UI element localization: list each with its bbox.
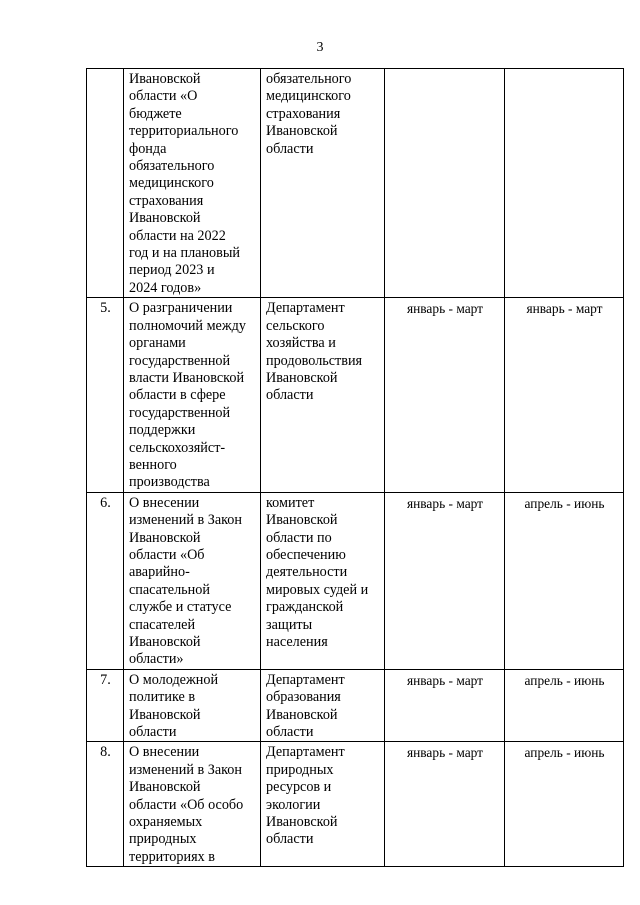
responsible-body <box>261 669 385 742</box>
row-number: 8. <box>87 742 124 867</box>
row-number: 7. <box>87 669 124 742</box>
responsible-body <box>261 69 385 298</box>
responsible-line: области <box>266 831 314 848</box>
period-text: январь - март <box>406 745 484 761</box>
law-title-line: государственной <box>129 352 231 369</box>
law-title-line: О внесении <box>129 744 200 761</box>
law-title-line: области на 2022 <box>129 227 226 244</box>
responsible-line: обеспечению <box>266 546 346 563</box>
responsible-line: Ивановской <box>266 123 338 140</box>
responsible-line: населения <box>266 634 328 650</box>
row-number: 5. <box>87 298 124 492</box>
law-title-line: Ивановской <box>129 210 201 227</box>
law-title-line: медицинского <box>129 175 214 192</box>
period-text: январь - март <box>406 495 484 511</box>
responsible-line: ресурсов и <box>266 779 332 796</box>
law-title-line: период 2023 и <box>129 262 215 279</box>
law-title-line: области в сфере <box>129 387 226 404</box>
law-title-line: области «Об особо <box>129 796 244 813</box>
law-title-line: Ивановской <box>129 71 201 87</box>
law-title-line: бюджете <box>129 105 182 122</box>
period-text: январь - март <box>526 301 603 317</box>
responsible-line: области <box>266 724 314 741</box>
responsible-line: сельского <box>266 317 325 334</box>
development-period <box>385 669 505 742</box>
law-title-line: области «О <box>129 88 198 105</box>
row-number: 6. <box>87 492 124 669</box>
law-title-line: аварийно- <box>129 564 190 581</box>
law-title-line: О молодежной <box>129 671 219 688</box>
responsible-body <box>261 742 385 867</box>
law-title-line: О внесении <box>129 494 200 511</box>
responsible-line: обязательного <box>266 71 352 87</box>
responsible-line: защиты <box>266 616 313 633</box>
law-title-line: власти Ивановской <box>129 369 245 386</box>
responsible-line: мировых судей и <box>266 581 369 598</box>
law-title-line: области <box>129 724 177 741</box>
responsible-body <box>261 298 385 492</box>
law-title-line: поддержки <box>129 422 196 439</box>
law-title-line: спасательной <box>129 581 210 598</box>
table-row <box>87 742 624 867</box>
responsible-line: области <box>266 387 314 404</box>
law-title <box>124 492 261 669</box>
law-title-line: охраняемых <box>129 814 203 831</box>
law-title-line: территориях в <box>129 848 215 865</box>
development-period <box>385 492 505 669</box>
law-title-line: изменений в Закон <box>129 512 242 529</box>
law-title-line: страхования <box>129 192 204 209</box>
development-period <box>385 742 505 867</box>
law-title-line: Ивановской <box>129 634 201 650</box>
law-title-line: полномочий между <box>129 317 246 334</box>
law-title-line: О разграничении <box>129 300 233 317</box>
page-number: 3 <box>316 40 324 55</box>
legislation-plan-table <box>86 68 624 867</box>
table-row <box>87 69 624 298</box>
responsible-line: деятельности <box>266 564 348 581</box>
responsible-line: Ивановской <box>266 814 338 831</box>
period-text: апрель - июнь <box>524 495 605 511</box>
law-title-line: год и на плановый <box>129 245 240 262</box>
law-title-line: сельскохозяйст- <box>129 439 226 456</box>
responsible-line: Ивановской <box>266 512 338 529</box>
period-text: апрель - июнь <box>524 745 605 761</box>
law-title-line: органами <box>129 335 186 352</box>
table-row <box>87 492 624 669</box>
development-period <box>385 298 505 492</box>
responsible-line: гражданской <box>266 599 344 616</box>
responsible-line: Ивановской <box>266 706 338 723</box>
law-title-line: службе и статусе <box>129 599 232 616</box>
responsible-line: Департамент <box>266 744 345 761</box>
period-text: январь - март <box>406 301 484 317</box>
law-title <box>124 742 261 867</box>
law-title-line: политике в <box>129 689 196 706</box>
law-title-line: Ивановской <box>129 779 201 796</box>
submission-period <box>505 69 624 298</box>
submission-period <box>505 298 624 492</box>
responsible-line: страхования <box>266 105 341 122</box>
law-title-line: области «Об <box>129 546 205 563</box>
submission-period <box>505 742 624 867</box>
submission-period <box>505 492 624 669</box>
responsible-line: экологии <box>266 796 321 813</box>
law-title <box>124 669 261 742</box>
responsible-line: области по <box>266 529 332 546</box>
table-row <box>87 669 624 742</box>
law-title-line: Ивановской <box>129 529 201 546</box>
responsible-body <box>261 492 385 669</box>
law-title-line: государственной <box>129 404 231 421</box>
responsible-line: Ивановской <box>266 369 338 386</box>
submission-period <box>505 669 624 742</box>
responsible-line: Департамент <box>266 671 345 688</box>
law-title-line: изменений в Закон <box>129 761 242 778</box>
responsible-line: медицинского <box>266 88 351 105</box>
law-title-line: обязательного <box>129 158 215 175</box>
law-title-line: Ивановской <box>129 706 201 723</box>
responsible-line: комитет <box>266 494 315 511</box>
law-title-line: венного <box>129 456 177 473</box>
law-title <box>124 69 261 298</box>
law-title-line: 2024 годов» <box>129 279 202 296</box>
development-period <box>385 69 505 298</box>
law-title <box>124 298 261 492</box>
period-text: апрель - июнь <box>524 672 605 688</box>
law-title-line: производства <box>129 474 210 491</box>
table-row <box>87 298 624 492</box>
law-title-line: территориального <box>129 123 239 140</box>
responsible-line: природных <box>266 761 334 778</box>
responsible-line: продовольствия <box>266 352 363 369</box>
row-number <box>87 69 124 298</box>
responsible-line: образования <box>266 689 341 706</box>
law-title-line: спасателей <box>129 616 196 633</box>
responsible-line: хозяйства и <box>266 335 336 352</box>
law-title-line: фонда <box>129 140 167 157</box>
law-title-line: области» <box>129 651 184 668</box>
period-text: январь - март <box>406 672 484 688</box>
law-title-line: природных <box>129 831 197 848</box>
responsible-line: области <box>266 140 314 157</box>
responsible-line: Департамент <box>266 300 345 317</box>
